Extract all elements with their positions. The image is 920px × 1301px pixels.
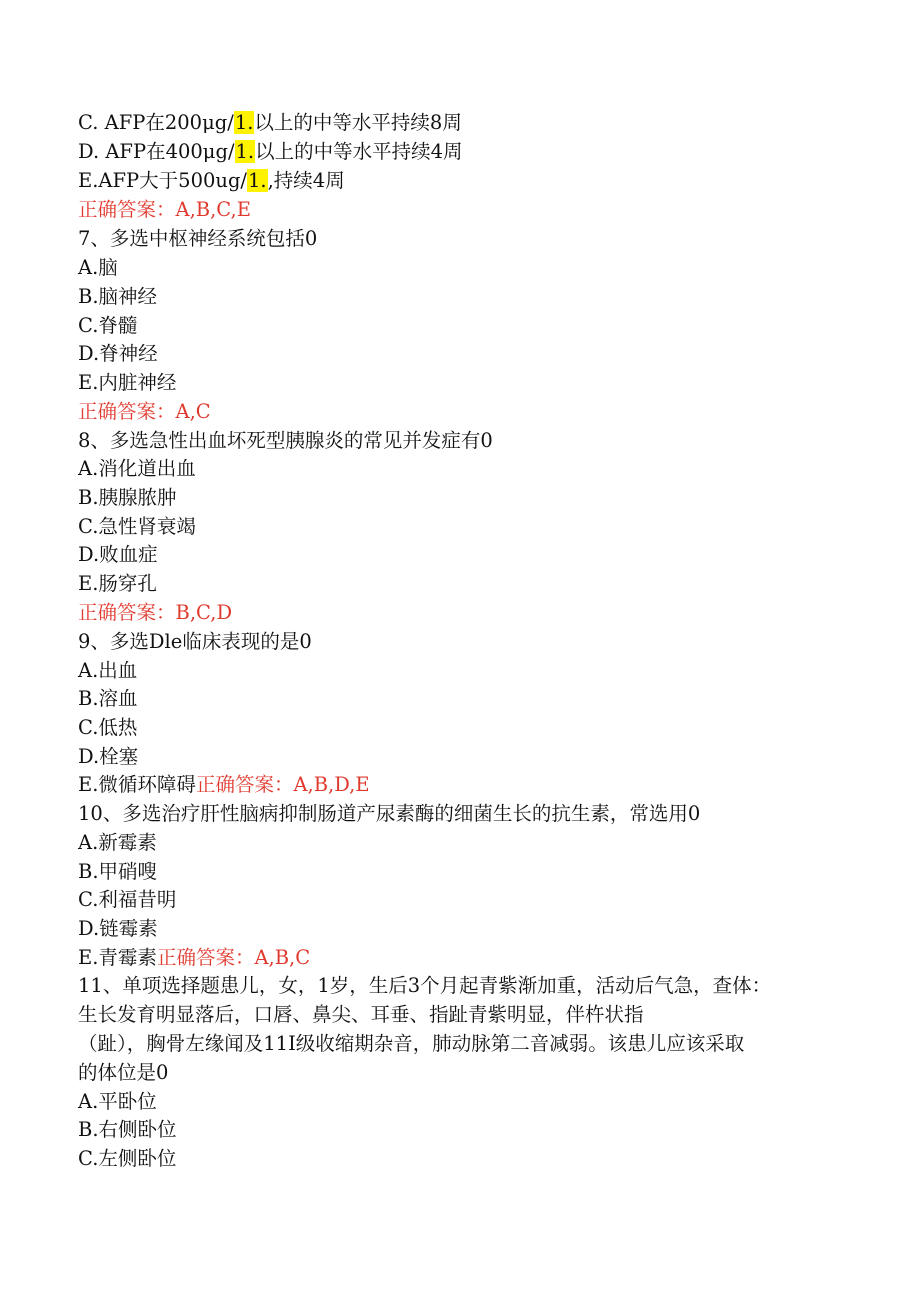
correct-answer: 正确答案：A,B,C,E	[78, 198, 251, 221]
option-line	[78, 772, 370, 798]
question-title: 9、多选Dle临床表现的是0	[78, 630, 312, 653]
option-line: D.链霉素	[78, 917, 158, 940]
option-text: E.AFP大于500ug/	[78, 169, 247, 192]
option-line	[78, 139, 463, 165]
option-line: C.左侧卧位	[78, 1147, 177, 1170]
option-line	[78, 945, 310, 971]
option-line: C.低热	[78, 716, 138, 739]
question-title: 7、多选中枢神经系统包括0	[78, 227, 318, 250]
question-title: 8、多选急性出血坏死型胰腺炎的常见并发症有0	[78, 429, 493, 452]
option-line: C.急性肾衰竭	[78, 515, 196, 538]
option-text: 以上的中等水平持续4周	[255, 140, 463, 163]
option-text: 以上的中等水平持续8周	[254, 111, 462, 134]
option-line: B.甲硝嗖	[78, 860, 158, 883]
option-line: A.平卧位	[78, 1090, 157, 1113]
option-line: D.栓塞	[78, 745, 139, 768]
option-line: A.脑	[78, 256, 118, 279]
option-line: B.溶血	[78, 687, 138, 710]
correct-answer: 正确答案：A,B,C	[156, 946, 311, 969]
option-line: D.败血症	[78, 543, 158, 566]
option-line: A.消化道出血	[78, 457, 196, 480]
option-line: E.内脏神经	[78, 371, 177, 394]
option-line: C.利福昔明	[78, 888, 177, 911]
question-title: 10、多选治疗肝性脑病抑制肠道产尿素酶的细菌生长的抗生素，常选用0	[78, 802, 701, 825]
option-line: B.右侧卧位	[78, 1118, 177, 1141]
correct-answer: 正确答案：A,C	[78, 400, 211, 423]
option-text: D. AFP在400μg/	[78, 140, 235, 163]
option-line: E.肠穿孔	[78, 572, 157, 595]
highlighted-text: 1.	[235, 140, 255, 163]
highlighted-text: 1.	[248, 169, 267, 192]
question-text: 的体位是0	[78, 1061, 169, 1084]
option-line: C.脊髓	[78, 314, 138, 337]
correct-answer: 正确答案：A,B,D,E	[195, 773, 370, 796]
question-text: 生长发育明显落后，口唇、鼻尖、耳垂、指趾青紫明显，伴杵状指	[78, 1003, 644, 1026]
option-line: B.脑神经	[78, 285, 158, 308]
option-text: E.微循环障碍	[78, 773, 196, 796]
option-line: A.新霉素	[78, 831, 157, 854]
option-text: C. AFP在200μg/	[78, 111, 234, 134]
option-line: A.出血	[78, 659, 138, 682]
option-line: B.胰腺脓肿	[78, 486, 177, 509]
question-title: 11、单项选择题患儿，女，1岁，生后3个月起青紫渐加重，活动后气急，查体：	[78, 974, 772, 997]
correct-answer: 正确答案：B,C,D	[78, 601, 233, 624]
option-line	[78, 110, 462, 136]
option-line: D.脊神经	[78, 342, 158, 365]
option-text: E.青霉素	[78, 946, 157, 969]
option-text: ,持续4周	[267, 169, 345, 192]
option-line	[78, 168, 345, 194]
question-text: （趾），胸骨左缘闻及11I级收缩期杂音，肺动脉第二音减弱。该患儿应该采取	[78, 1032, 745, 1055]
highlighted-text: 1.	[234, 111, 254, 134]
